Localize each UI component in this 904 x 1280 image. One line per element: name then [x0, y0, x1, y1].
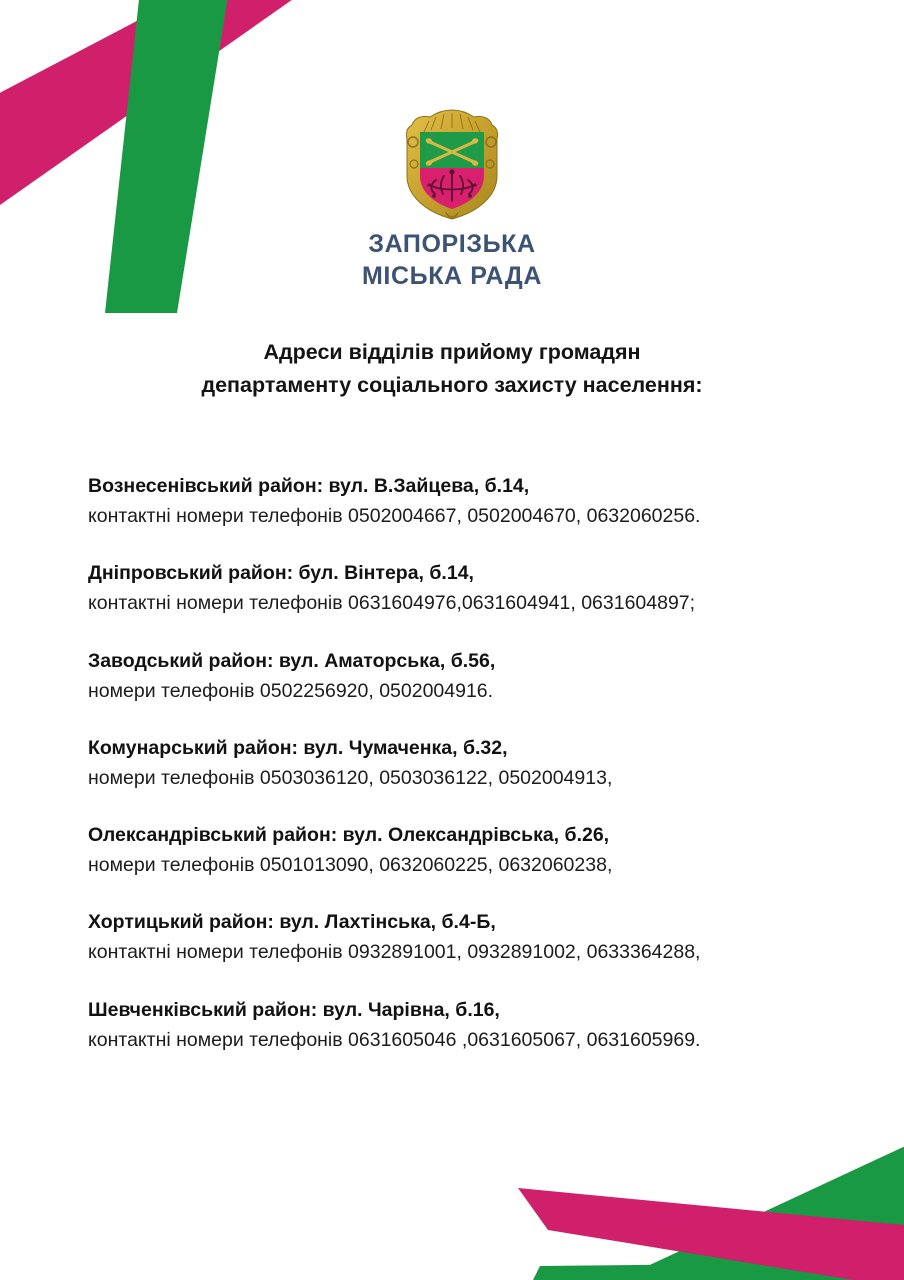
page-title-line-2: департаменту соціального захисту населення:: [201, 372, 703, 397]
district-phones: номери телефонів 0501013090, 0632060225, 0632060238,: [88, 854, 613, 877]
list-item: [88, 909, 878, 965]
org-name-line-2: МІСЬКА РАДА: [362, 262, 542, 290]
green-triangle-bottom: [596, 1142, 904, 1280]
district-phones: контактні номери телефонів 0502004667, 0502004670, 0632060256.: [88, 505, 701, 528]
district-address: Дніпровський район: бул. Вінтера, б.14,: [88, 562, 474, 585]
district-phones: контактні номери телефонів 0631604976,0631604941, 0631604897;: [88, 592, 696, 615]
coat-of-arms-emblem: [400, 106, 504, 222]
pink-diagonal-bar-bottom: [518, 1188, 904, 1280]
page-title: [0, 336, 904, 401]
list-item: [88, 735, 878, 791]
list-item: [88, 648, 878, 704]
district-phones: номери телефонів 0503036120, 0503036122, 0502004913,: [88, 766, 613, 789]
organization-name: [0, 228, 904, 292]
address-list: [88, 473, 878, 1053]
district-address: Заводський район: вул. Аматорська, б.56,: [88, 649, 496, 672]
district-phones: номери телефонів 0502256920, 0502004916.: [88, 679, 494, 702]
list-item: [88, 473, 878, 529]
district-address: Вознесенівський район: вул. В.Зайцева, б.14,: [88, 475, 530, 497]
district-address: Олександрівський район: вул. Олександрівська, б.26,: [88, 824, 610, 846]
district-phones: контактні номери телефонів 0631605046 ,0631605067, 0631605969.: [88, 1028, 701, 1051]
list-item: [88, 822, 878, 878]
page-title-line-1: Адреси відділів прийому громадян: [263, 340, 641, 364]
green-wedge-bottom: [528, 1262, 904, 1280]
pink-diagonal-bar-top: [0, 0, 306, 212]
list-item: [88, 560, 878, 616]
district-address: Шевченківський район: вул. Чарівна, б.16,: [88, 998, 500, 1021]
org-name-line-1: ЗАПОРІЗЬКА: [368, 230, 536, 258]
list-item: [88, 997, 878, 1053]
district-address: Комунарський район: вул. Чумаченка, б.32,: [88, 736, 508, 759]
district-phones: контактні номери телефонів 0932891001, 0932891002, 0633364288,: [88, 941, 701, 964]
district-address: Хортицький район: вул. Лахтінська, б.4-Б,: [88, 911, 496, 934]
